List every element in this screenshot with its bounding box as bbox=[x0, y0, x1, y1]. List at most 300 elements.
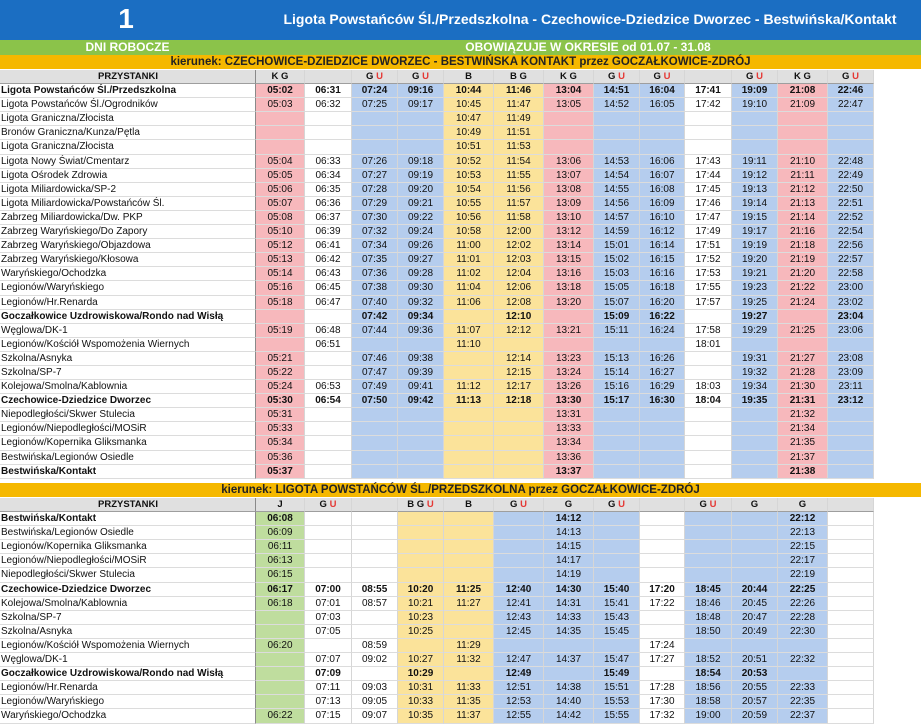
departure-time: 23:08 bbox=[828, 352, 874, 366]
departure-time bbox=[778, 112, 828, 126]
departure-time bbox=[398, 436, 444, 450]
departure-time: 12:08 bbox=[494, 296, 544, 310]
departure-time bbox=[256, 667, 305, 681]
course-marker bbox=[444, 70, 494, 84]
departure-time: 21:32 bbox=[778, 408, 828, 422]
departure-time bbox=[732, 408, 778, 422]
stop-name: Bestwińska/Kontakt bbox=[0, 512, 256, 526]
course-marker-letter: G bbox=[412, 71, 420, 82]
departure-time: 09:38 bbox=[398, 352, 444, 366]
departure-time: 21:24 bbox=[778, 296, 828, 310]
departure-time bbox=[352, 667, 398, 681]
departure-time: 13:37 bbox=[544, 465, 594, 479]
departure-time: 07:00 bbox=[305, 583, 352, 597]
departure-time bbox=[685, 140, 732, 154]
departure-time: 14:55 bbox=[594, 183, 640, 197]
departure-time: 05:13 bbox=[256, 253, 305, 267]
departure-time: 15:51 bbox=[594, 681, 640, 695]
course-marker bbox=[594, 70, 640, 84]
departure-time: 20:57 bbox=[732, 695, 778, 709]
stop-name: Ligota Ośrodek Zdrowia bbox=[0, 169, 256, 183]
departure-time: 21:22 bbox=[778, 281, 828, 295]
stop-name: Niepodległości/Skwer Stulecia bbox=[0, 568, 256, 582]
course-marker-letter: G bbox=[510, 499, 518, 510]
departure-time bbox=[256, 140, 305, 154]
departure-time: 14:57 bbox=[594, 211, 640, 225]
departure-time: 18:54 bbox=[685, 667, 732, 681]
departure-time bbox=[444, 512, 494, 526]
departure-time bbox=[778, 140, 828, 154]
departure-time: 17:41 bbox=[685, 84, 732, 98]
departure-time: 09:07 bbox=[352, 709, 398, 723]
departure-time: 11:32 bbox=[444, 653, 494, 667]
departure-time bbox=[828, 436, 874, 450]
departure-time: 22:46 bbox=[828, 84, 874, 98]
departure-time: 09:18 bbox=[398, 155, 444, 169]
departure-time: 16:09 bbox=[640, 197, 685, 211]
departure-time: 18:48 bbox=[685, 611, 732, 625]
departure-time: 11:12 bbox=[444, 380, 494, 394]
course-marker-letter: U bbox=[517, 499, 527, 510]
course-marker bbox=[352, 70, 398, 84]
departure-time bbox=[444, 540, 494, 554]
departure-time: 13:07 bbox=[544, 169, 594, 183]
departure-time bbox=[352, 422, 398, 436]
departure-time: 22:58 bbox=[828, 267, 874, 281]
departure-time: 11:27 bbox=[444, 597, 494, 611]
departure-time: 13:05 bbox=[544, 98, 594, 112]
departure-time bbox=[594, 639, 640, 653]
stop-name: Legionów/Kościół Wspomożenia Wiernych bbox=[0, 338, 256, 352]
departure-time: 22:15 bbox=[778, 540, 828, 554]
stops-header: PRZYSTANKI bbox=[0, 70, 256, 84]
stop-row bbox=[0, 451, 921, 465]
departure-time: 09:16 bbox=[398, 84, 444, 98]
course-marker-letter: G bbox=[746, 71, 754, 82]
departure-time bbox=[544, 667, 594, 681]
departure-time: 09:22 bbox=[398, 211, 444, 225]
departure-time bbox=[732, 436, 778, 450]
departure-time: 10:27 bbox=[398, 653, 444, 667]
departure-time: 08:55 bbox=[352, 583, 398, 597]
departure-time bbox=[256, 653, 305, 667]
departure-time bbox=[732, 568, 778, 582]
stop-row bbox=[0, 253, 921, 267]
stop-row bbox=[0, 197, 921, 211]
departure-time: 18:46 bbox=[685, 597, 732, 611]
departure-time bbox=[352, 625, 398, 639]
course-marker-letter: G bbox=[319, 499, 327, 510]
departure-time: 12:15 bbox=[494, 366, 544, 380]
departure-time bbox=[640, 112, 685, 126]
departure-time bbox=[640, 540, 685, 554]
departure-time: 21:38 bbox=[778, 465, 828, 479]
departure-time bbox=[398, 540, 444, 554]
departure-time: 14:15 bbox=[544, 540, 594, 554]
departure-time: 05:08 bbox=[256, 211, 305, 225]
departure-time bbox=[494, 639, 544, 653]
departure-time: 16:22 bbox=[640, 310, 685, 324]
departure-time: 21:27 bbox=[778, 352, 828, 366]
departure-time: 15:47 bbox=[594, 653, 640, 667]
departure-time: 17:57 bbox=[685, 296, 732, 310]
stop-row bbox=[0, 611, 921, 625]
departure-time: 20:47 bbox=[732, 611, 778, 625]
course-marker bbox=[778, 498, 828, 512]
departure-time: 06:43 bbox=[305, 267, 352, 281]
departure-time bbox=[494, 526, 544, 540]
stop-row bbox=[0, 239, 921, 253]
departure-time bbox=[494, 540, 544, 554]
timetable-direction-1 bbox=[0, 70, 921, 479]
departure-time bbox=[778, 338, 828, 352]
departure-time: 12:00 bbox=[494, 225, 544, 239]
course-marker-letter: G bbox=[800, 71, 811, 82]
departure-time: 10:35 bbox=[398, 709, 444, 723]
validity-bar bbox=[0, 40, 921, 55]
departure-time bbox=[594, 338, 640, 352]
course-marker-letter: G bbox=[566, 71, 577, 82]
departure-time: 09:42 bbox=[398, 394, 444, 408]
departure-time: 23:09 bbox=[828, 366, 874, 380]
departure-time bbox=[398, 526, 444, 540]
departure-time bbox=[444, 422, 494, 436]
course-marker-letter: U bbox=[615, 499, 625, 510]
departure-time: 16:10 bbox=[640, 211, 685, 225]
stop-row bbox=[0, 281, 921, 295]
departure-time: 05:34 bbox=[256, 436, 305, 450]
stop-name: Węglowa/DK-1 bbox=[0, 324, 256, 338]
departure-time bbox=[494, 568, 544, 582]
departure-time: 22:51 bbox=[828, 197, 874, 211]
departure-time: 17:30 bbox=[640, 695, 685, 709]
departure-time: 21:08 bbox=[778, 84, 828, 98]
line-number: 1 bbox=[118, 3, 134, 34]
departure-time: 06:13 bbox=[256, 554, 305, 568]
departure-time: 10:21 bbox=[398, 597, 444, 611]
course-marker bbox=[398, 70, 444, 84]
departure-time: 13:24 bbox=[544, 366, 594, 380]
departure-time bbox=[305, 366, 352, 380]
departure-time: 22:54 bbox=[828, 225, 874, 239]
course-marker-letter: U bbox=[326, 499, 337, 510]
departure-time: 19:12 bbox=[732, 169, 778, 183]
departure-time: 19:10 bbox=[732, 98, 778, 112]
course-marker bbox=[828, 70, 874, 84]
departure-time: 07:50 bbox=[352, 394, 398, 408]
departure-time: 14:59 bbox=[594, 225, 640, 239]
departure-time: 12:49 bbox=[494, 667, 544, 681]
departure-time: 15:02 bbox=[594, 253, 640, 267]
departure-time: 14:52 bbox=[594, 98, 640, 112]
departure-time: 10:45 bbox=[444, 98, 494, 112]
stop-row bbox=[0, 681, 921, 695]
departure-time: 16:06 bbox=[640, 155, 685, 169]
course-marker bbox=[640, 498, 685, 512]
departure-time bbox=[828, 540, 874, 554]
departure-time: 06:15 bbox=[256, 568, 305, 582]
departure-time: 22:50 bbox=[828, 183, 874, 197]
departure-time bbox=[494, 512, 544, 526]
departure-time: 22:30 bbox=[778, 625, 828, 639]
departure-time bbox=[685, 451, 732, 465]
departure-time: 19:35 bbox=[732, 394, 778, 408]
departure-time bbox=[685, 554, 732, 568]
departure-time: 07:27 bbox=[352, 169, 398, 183]
departure-time: 19:20 bbox=[732, 253, 778, 267]
departure-time: 12:47 bbox=[494, 653, 544, 667]
departure-time bbox=[828, 451, 874, 465]
departure-time bbox=[305, 540, 352, 554]
departure-time: 07:49 bbox=[352, 380, 398, 394]
departure-time bbox=[828, 126, 874, 140]
departure-time: 23:06 bbox=[828, 324, 874, 338]
course-marker bbox=[732, 498, 778, 512]
stop-name: Ligota Miliardowicka/SP-2 bbox=[0, 183, 256, 197]
departure-time: 13:18 bbox=[544, 281, 594, 295]
departure-time bbox=[594, 465, 640, 479]
departure-time: 23:02 bbox=[828, 296, 874, 310]
departure-time: 22:56 bbox=[828, 239, 874, 253]
departure-time: 10:54 bbox=[444, 183, 494, 197]
departure-time: 05:21 bbox=[256, 352, 305, 366]
stop-name: Zabrzeg Waryńskiego/Objazdowa bbox=[0, 239, 256, 253]
departure-time: 11:01 bbox=[444, 253, 494, 267]
departure-time: 21:31 bbox=[778, 394, 828, 408]
departure-time bbox=[352, 140, 398, 154]
departure-time bbox=[594, 568, 640, 582]
departure-time: 07:36 bbox=[352, 267, 398, 281]
departure-time bbox=[640, 126, 685, 140]
departure-time bbox=[640, 451, 685, 465]
departure-time: 21:14 bbox=[778, 211, 828, 225]
column-header-row bbox=[0, 70, 921, 84]
departure-time: 11:35 bbox=[444, 695, 494, 709]
departure-time: 07:15 bbox=[305, 709, 352, 723]
departure-time: 19:09 bbox=[732, 84, 778, 98]
departure-time: 07:24 bbox=[352, 84, 398, 98]
departure-time bbox=[256, 681, 305, 695]
departure-time: 17:22 bbox=[640, 597, 685, 611]
course-marker-letter: G bbox=[564, 499, 573, 510]
stop-name: Legionów/Kopernika Gliksmanka bbox=[0, 436, 256, 450]
departure-time: 09:41 bbox=[398, 380, 444, 394]
departure-time: 17:52 bbox=[685, 253, 732, 267]
departure-time: 18:01 bbox=[685, 338, 732, 352]
departure-time bbox=[640, 554, 685, 568]
stop-row bbox=[0, 625, 921, 639]
departure-time: 07:34 bbox=[352, 239, 398, 253]
stop-row bbox=[0, 667, 921, 681]
departure-time: 07:47 bbox=[352, 366, 398, 380]
departure-time: 06:51 bbox=[305, 338, 352, 352]
departure-time: 15:07 bbox=[594, 296, 640, 310]
departure-time: 13:36 bbox=[544, 451, 594, 465]
departure-time: 18:03 bbox=[685, 380, 732, 394]
departure-time: 06:09 bbox=[256, 526, 305, 540]
departure-time: 21:20 bbox=[778, 267, 828, 281]
departure-time bbox=[685, 422, 732, 436]
departure-time bbox=[685, 408, 732, 422]
course-marker-letter: G bbox=[653, 71, 661, 82]
departure-time bbox=[828, 583, 874, 597]
stop-name: Kolejowa/Smolna/Kablownia bbox=[0, 380, 256, 394]
departure-time: 11:37 bbox=[444, 709, 494, 723]
departure-time bbox=[685, 526, 732, 540]
stop-row bbox=[0, 639, 921, 653]
departure-time bbox=[444, 465, 494, 479]
departure-time: 14:53 bbox=[594, 155, 640, 169]
departure-time: 17:43 bbox=[685, 155, 732, 169]
course-marker-letter: B bbox=[510, 71, 517, 82]
departure-time: 16:30 bbox=[640, 394, 685, 408]
stop-row bbox=[0, 126, 921, 140]
departure-time bbox=[398, 512, 444, 526]
course-marker-letter: U bbox=[615, 71, 625, 82]
departure-time: 22:13 bbox=[778, 526, 828, 540]
departure-time: 17:46 bbox=[685, 197, 732, 211]
departure-time bbox=[828, 526, 874, 540]
stop-row bbox=[0, 554, 921, 568]
stop-row bbox=[0, 84, 921, 98]
stop-name: Legionów/Niepodległości/MOSiR bbox=[0, 422, 256, 436]
stop-row bbox=[0, 695, 921, 709]
departure-time bbox=[444, 554, 494, 568]
departure-time bbox=[398, 140, 444, 154]
departure-time: 11:25 bbox=[444, 583, 494, 597]
stop-name: Szkolna/Asnyka bbox=[0, 352, 256, 366]
departure-time bbox=[544, 310, 594, 324]
departure-time: 07:40 bbox=[352, 296, 398, 310]
stop-name: Waryńskiego/Ochodzka bbox=[0, 267, 256, 281]
departure-time: 09:21 bbox=[398, 197, 444, 211]
stop-name: Goczałkowice Uzdrowiskowa/Rondo nad Wisłą bbox=[0, 667, 256, 681]
departure-time: 07:42 bbox=[352, 310, 398, 324]
departure-time: 15:11 bbox=[594, 324, 640, 338]
departure-time bbox=[685, 568, 732, 582]
departure-time bbox=[685, 112, 732, 126]
departure-time: 05:24 bbox=[256, 380, 305, 394]
departure-time bbox=[685, 436, 732, 450]
departure-time: 18:52 bbox=[685, 653, 732, 667]
departure-time: 15:01 bbox=[594, 239, 640, 253]
departure-time: 06:34 bbox=[305, 169, 352, 183]
departure-time bbox=[544, 338, 594, 352]
stop-name: Waryńskiego/Ochodzka bbox=[0, 709, 256, 723]
departure-time: 22:48 bbox=[828, 155, 874, 169]
departure-time: 08:59 bbox=[352, 639, 398, 653]
stop-name: Szkolna/Asnyka bbox=[0, 625, 256, 639]
departure-time: 05:16 bbox=[256, 281, 305, 295]
departure-time: 12:04 bbox=[494, 267, 544, 281]
departure-time: 19:29 bbox=[732, 324, 778, 338]
departure-time: 17:27 bbox=[640, 653, 685, 667]
departure-time: 10:29 bbox=[398, 667, 444, 681]
course-marker bbox=[305, 70, 352, 84]
departure-time bbox=[778, 639, 828, 653]
departure-time bbox=[778, 667, 828, 681]
departure-time bbox=[594, 526, 640, 540]
departure-time bbox=[685, 366, 732, 380]
departure-time: 21:19 bbox=[778, 253, 828, 267]
course-marker-letter: K bbox=[271, 71, 279, 82]
departure-time: 21:13 bbox=[778, 197, 828, 211]
departure-time bbox=[685, 465, 732, 479]
departure-time: 14:17 bbox=[544, 554, 594, 568]
departure-time: 09:34 bbox=[398, 310, 444, 324]
departure-time bbox=[352, 611, 398, 625]
departure-time: 19:17 bbox=[732, 225, 778, 239]
departure-time bbox=[828, 625, 874, 639]
stop-name: Czechowice-Dziedzice Dworzec bbox=[0, 583, 256, 597]
stop-row bbox=[0, 225, 921, 239]
stop-name: Zabrzeg Waryńskiego/Kłosowa bbox=[0, 253, 256, 267]
departure-time: 07:28 bbox=[352, 183, 398, 197]
departure-time: 05:14 bbox=[256, 267, 305, 281]
departure-time bbox=[444, 568, 494, 582]
departure-time bbox=[352, 554, 398, 568]
departure-time: 23:00 bbox=[828, 281, 874, 295]
departure-time: 09:02 bbox=[352, 653, 398, 667]
departure-time: 11:53 bbox=[494, 140, 544, 154]
stop-name: Goczałkowice Uzdrowiskowa/Rondo nad Wisłą bbox=[0, 310, 256, 324]
departure-time: 22:17 bbox=[778, 554, 828, 568]
departure-time: 22:26 bbox=[778, 597, 828, 611]
departure-time: 18:45 bbox=[685, 583, 732, 597]
stop-row bbox=[0, 155, 921, 169]
departure-time bbox=[494, 554, 544, 568]
departure-time: 13:12 bbox=[544, 225, 594, 239]
course-marker bbox=[544, 498, 594, 512]
departure-time bbox=[685, 126, 732, 140]
course-marker-letter: B bbox=[465, 499, 472, 510]
stop-name: Ligota Powstańców Śl./Ogrodników bbox=[0, 98, 256, 112]
departure-time: 12:41 bbox=[494, 597, 544, 611]
departure-time: 06:08 bbox=[256, 512, 305, 526]
departure-time: 07:07 bbox=[305, 653, 352, 667]
departure-time bbox=[685, 352, 732, 366]
departure-time bbox=[398, 112, 444, 126]
departure-time bbox=[828, 338, 874, 352]
departure-time bbox=[444, 408, 494, 422]
departure-time bbox=[828, 639, 874, 653]
departure-time: 05:04 bbox=[256, 155, 305, 169]
departure-time: 06:54 bbox=[305, 394, 352, 408]
departure-time bbox=[352, 408, 398, 422]
departure-time bbox=[305, 310, 352, 324]
departure-time: 22:35 bbox=[778, 695, 828, 709]
departure-time: 10:53 bbox=[444, 169, 494, 183]
departure-time: 09:03 bbox=[352, 681, 398, 695]
departure-time bbox=[305, 422, 352, 436]
departure-time bbox=[544, 140, 594, 154]
departure-time: 21:16 bbox=[778, 225, 828, 239]
departure-time bbox=[256, 625, 305, 639]
course-marker bbox=[352, 498, 398, 512]
departure-time: 17:49 bbox=[685, 225, 732, 239]
departure-time: 22:49 bbox=[828, 169, 874, 183]
line-header bbox=[0, 0, 921, 40]
departure-time: 06:18 bbox=[256, 597, 305, 611]
course-marker bbox=[778, 70, 828, 84]
departure-time bbox=[594, 408, 640, 422]
course-marker bbox=[544, 70, 594, 84]
departure-time: 05:30 bbox=[256, 394, 305, 408]
departure-time: 16:29 bbox=[640, 380, 685, 394]
departure-time bbox=[828, 465, 874, 479]
departure-time bbox=[305, 126, 352, 140]
departure-time bbox=[256, 611, 305, 625]
